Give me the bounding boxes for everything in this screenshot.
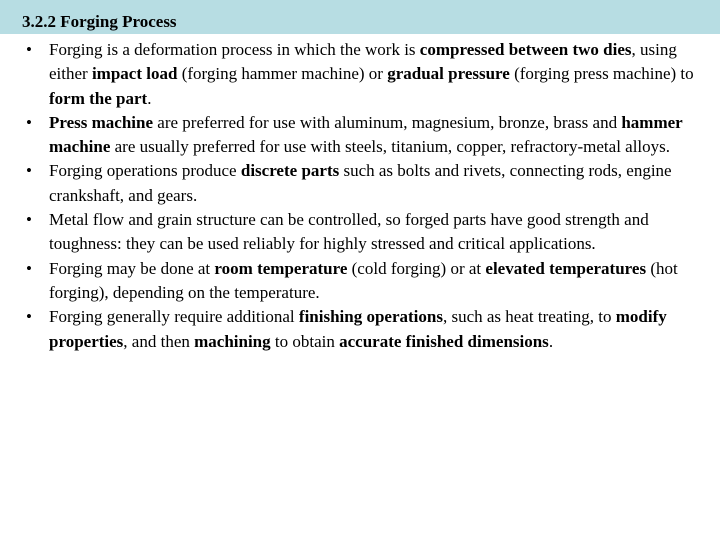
bullet-emphasis: Press machine bbox=[49, 112, 154, 132]
bullet-marker: • bbox=[26, 161, 32, 181]
bullet-marker: • bbox=[26, 112, 32, 132]
bullet-emphasis: room temperature bbox=[214, 258, 348, 278]
bullet-marker: • bbox=[26, 307, 32, 327]
bullet-emphasis: accurate finished dimensions bbox=[339, 331, 549, 351]
bullet-text: Forging operations produce bbox=[49, 161, 241, 181]
bullet-emphasis: compressed between two dies bbox=[419, 40, 632, 59]
bullet-item bbox=[22, 305, 702, 354]
bullet-marker: • bbox=[26, 40, 32, 59]
bullet-text: . bbox=[147, 88, 152, 108]
bullet-text: Metal flow and grain structure can be controlled, so forged parts have good strength and toughness: they can be used reliably for highly stressed and critical applications. bbox=[49, 210, 649, 254]
bullet-emphasis: finishing operations bbox=[298, 307, 443, 327]
bullet-text: Forging may be done at bbox=[49, 258, 215, 278]
bullet-text: . bbox=[548, 331, 554, 351]
bullet-text: (cold forging) or at bbox=[347, 258, 486, 278]
bullet-emphasis: form the part bbox=[49, 88, 148, 108]
bullet-marker: • bbox=[26, 210, 32, 230]
bullet-text: such as bolts and rivets, connecting rods, engine crankshaft, and gears. bbox=[49, 161, 672, 205]
bullet-text: are usually preferred for use with steels, titanium, copper, refractory-metal alloys. bbox=[110, 137, 671, 157]
bullet-marker: • bbox=[26, 258, 32, 278]
bullet-emphasis: modify properties bbox=[49, 307, 667, 351]
bullet-item bbox=[22, 208, 702, 257]
bullet-text: , and then bbox=[123, 331, 195, 351]
bullet-emphasis: hammer machine bbox=[49, 112, 683, 157]
bullet-emphasis: discrete parts bbox=[240, 161, 340, 181]
bullet-item bbox=[22, 257, 702, 306]
bullet-text: are preferred for use with aluminum, magnesium, bronze, brass and bbox=[153, 112, 622, 132]
page-title: 3.2.2 Forging Process bbox=[22, 12, 177, 31]
bullet-item bbox=[22, 159, 702, 208]
bullet-text: Forging generally require additional bbox=[49, 307, 299, 327]
bullet-emphasis: elevated temperatures bbox=[485, 258, 647, 278]
bullet-text: (forging hammer machine) or bbox=[177, 64, 388, 84]
bullet-text: to obtain bbox=[270, 331, 340, 351]
bullet-item bbox=[22, 111, 702, 160]
bullet-text: (forging press machine) to bbox=[509, 64, 694, 84]
bullet-text: Forging is a deformation process in which the work is bbox=[49, 40, 420, 59]
bullet-text: , such as heat treating, to bbox=[442, 307, 616, 327]
bullet-emphasis: impact load bbox=[91, 64, 178, 84]
bullet-emphasis: gradual pressure bbox=[387, 64, 510, 84]
bullet-emphasis: machining bbox=[194, 331, 271, 351]
bullet-text: , using either bbox=[49, 40, 677, 84]
bullet-text: (hot forging), depending on the temperature. bbox=[49, 258, 678, 302]
bullet-list bbox=[22, 38, 702, 354]
bullet-item bbox=[22, 38, 702, 111]
